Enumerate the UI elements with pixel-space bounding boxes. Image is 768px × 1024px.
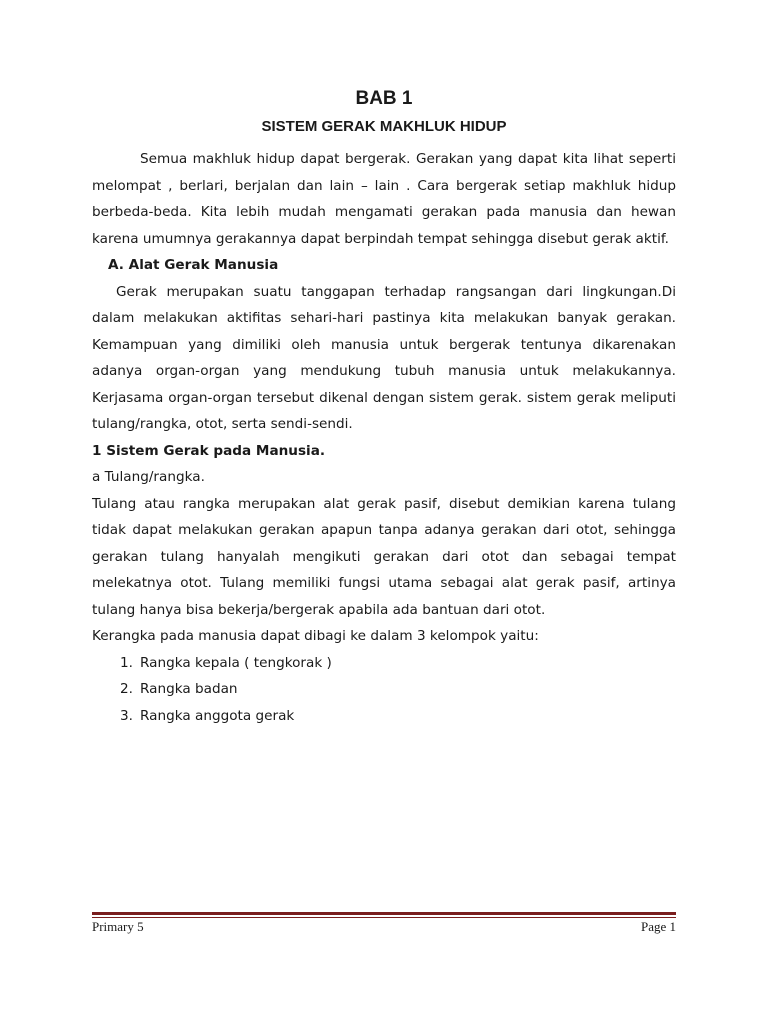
page-number: Page 1 — [640, 919, 676, 934]
section-1-heading: 1 Sistem Gerak pada Manusia. — [92, 442, 326, 459]
list-item-text: Rangka kepala ( tengkorak ) — [140, 654, 332, 671]
list-item-number: 3. — [120, 707, 133, 724]
list-item-number: 1. — [120, 654, 133, 671]
list-item-number: 2. — [120, 681, 133, 697]
document-page — [92, 84, 676, 729]
tulang-paragraph: Tulang atau rangka merupakan alat gerak pasif, disebut demikian karena tulang tidak dapat melakukan gerakan apapun tanpa adanya gerakan dari otot, sehingga gerakan tulang hanyalah mengikuti gerakan dari otot dan sebagai tempat melekatnya otot. Tulang memiliki fungsi utama sebagai alat gerak pasif, artinya tulang hanya bisa bekerja/bergerak apabila ada bantuan dari otot. — [92, 495, 676, 618]
list-item — [120, 703, 676, 730]
section-a-heading: A. Alat Gerak Manusia — [108, 257, 279, 273]
list-item — [120, 650, 676, 677]
chapter-subtitle: SISTEM GERAK MAKHLUK HIDUP — [261, 118, 507, 135]
section-a-paragraph: Gerak merupakan suatu tanggapan terhadap rangsangan dari lingkungan.Di dalam melakukan aktifitas sehari-hari pastinya kita melakukan banyak gerakan. Kemampuan yang dimiliki oleh manusia untuk bergerak tentunya dikarenakan adanya organ-organ yang mendukung tubuh manusia untuk melakukannya. Kerjasama organ-organ tersebut dikenal dengan sistem gerak. sistem gerak meliputi tulang/rangka, otot, serta sendi-sendi. — [92, 283, 676, 432]
list-intro: Kerangka pada manusia dapat dibagi ke dalam 3 kelompok yaitu: — [92, 628, 539, 644]
chapter-title: BAB 1 — [355, 88, 413, 109]
list-item — [120, 676, 676, 703]
skeleton-groups-list — [92, 650, 676, 730]
list-item-text: Rangka badan — [140, 681, 238, 697]
intro-paragraph: Semua makhluk hidup dapat bergerak. Gerakan yang dapat kita lihat seperti melompat , berlari, berjalan dan lain – lain . Cara bergerak setiap makhluk hidup berbeda-beda. Kita lebih mudah mengamati gerakan pada manusia dan hewan karena umumnya gerakannya dapat berpindah tempat sehingga disebut gerak aktif. — [92, 151, 676, 247]
list-item-text: Rangka anggota gerak — [140, 707, 295, 724]
subsection-a-heading: a Tulang/rangka. — [92, 469, 205, 485]
footer-left-text: Primary 5 — [92, 919, 144, 934]
page-footer — [92, 918, 676, 936]
